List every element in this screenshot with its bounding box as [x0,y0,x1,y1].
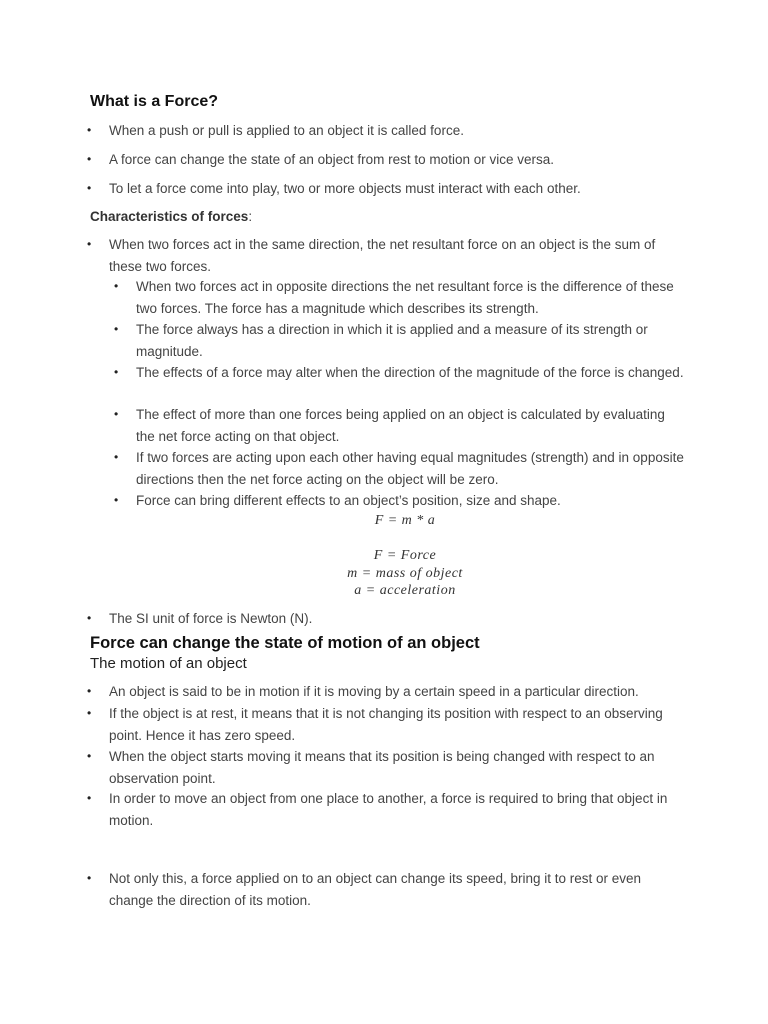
characteristics-heading-colon: : [248,209,253,224]
list-item: • If the object is at rest, it means that it is not changing its position with respect to an observing point. Hence it has zero speed. [109,703,684,746]
section-subheading: The motion of an object [90,655,247,672]
list-item: • Not only this, a force applied on to an object can change its speed, bring it to rest or even change the direction of its motion. [109,868,684,911]
list-item: • The force always has a direction in which it is applied and a measure of its strength or magnitude. [136,319,684,362]
characteristics-heading-text: Characteristics of forces [90,209,249,224]
list-item: • When two forces act in opposite directions the net resultant force is the difference of these two forces. The force has a magnitude which describes its strength. [136,276,684,319]
list-item: • Force can bring different effects to an object’s position, size and shape. [136,490,684,512]
list-item: • When two forces act in the same direction, the net resultant force on an object is the sum of these two forces. [109,234,684,277]
section-heading: Force can change the state of motion of an object [90,634,480,652]
formula-legend-acceleration: a = acceleration [354,583,456,598]
list-item: • The SI unit of force is Newton (N). [109,608,684,630]
formula-legend-mass: m = mass of object [347,566,463,581]
page-title: What is a Force? [90,93,219,110]
characteristics-heading [90,209,252,224]
list-item: • The effect of more than one forces being applied on an object is calculated by evaluating the net force acting on that object. [136,404,684,447]
list-item: • In order to move an object from one place to another, a force is required to bring that object in motion. [109,788,684,831]
list-item: • When the object starts moving it means that its position is being changed with respect to an observation point. [109,746,684,789]
list-item: • When a push or pull is applied to an object it is called force. [109,120,684,142]
list-item: • An object is said to be in motion if it is moving by a certain speed in a particular direction. [109,681,684,703]
formula-main: F = m * a [374,513,436,528]
list-item: • The effects of a force may alter when the direction of the magnitude of the force is changed. [136,362,684,384]
list-item: • If two forces are acting upon each other having equal magnitudes (strength) and in opposite directions then the net force acting on the object will be zero. [136,447,684,490]
formula-legend-force: F = Force [373,548,437,563]
list-item: • To let a force come into play, two or more objects must interact with each other. [109,178,684,200]
list-item: • A force can change the state of an object from rest to motion or vice versa. [109,149,684,171]
